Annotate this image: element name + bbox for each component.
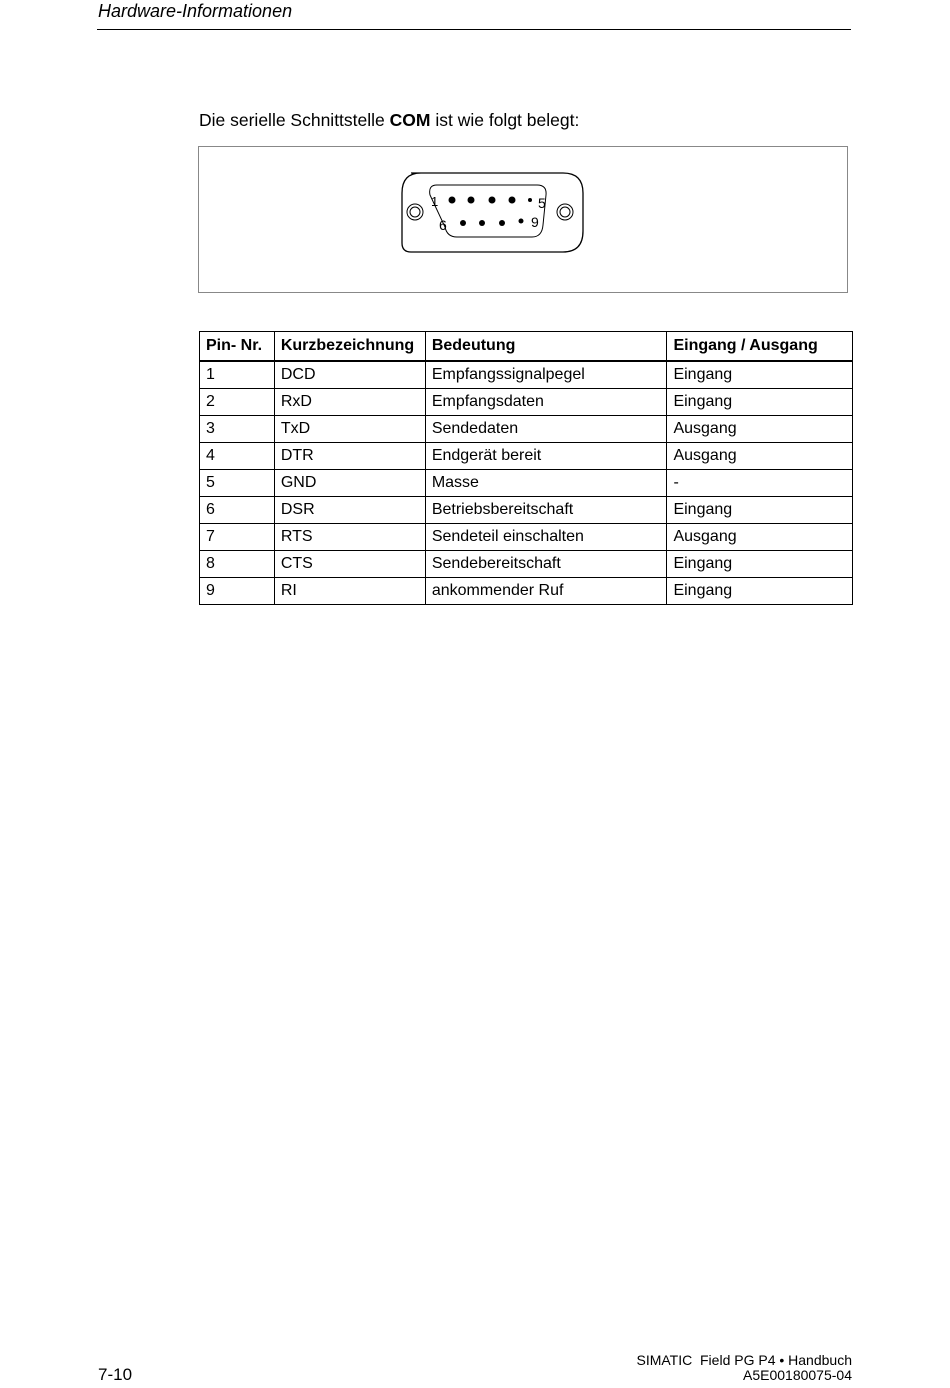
cell-direction: - — [667, 470, 853, 497]
cell-short-name: TxD — [274, 416, 425, 443]
col-header-pin: Pin- Nr. — [200, 332, 275, 362]
cell-pin: 4 — [200, 443, 275, 470]
col-header-short-name: Kurzbezeichnung — [274, 332, 425, 362]
pin-8 — [499, 220, 505, 226]
table-header-row — [200, 332, 853, 362]
cell-pin: 5 — [200, 470, 275, 497]
table-row — [200, 416, 853, 443]
table-row — [200, 361, 853, 389]
cell-direction: Ausgang — [667, 524, 853, 551]
manual-title: SIMATIC Field PG P4 • Handbuch — [636, 1352, 852, 1368]
cell-pin: 1 — [200, 361, 275, 389]
cell-meaning: Empfangssignalpegel — [425, 361, 667, 389]
cell-meaning: Sendeteil einschalten — [425, 524, 667, 551]
cell-short-name: DCD — [274, 361, 425, 389]
cell-short-name: CTS — [274, 551, 425, 578]
col-header-meaning: Bedeutung — [425, 332, 667, 362]
cell-direction: Eingang — [667, 551, 853, 578]
cell-direction: Eingang — [667, 497, 853, 524]
pin-1 — [449, 197, 456, 204]
intro-prefix: Die serielle Schnittstelle — [199, 110, 385, 130]
pin-4 — [509, 197, 516, 204]
cell-short-name: DSR — [274, 497, 425, 524]
page-number: 7-10 — [98, 1365, 133, 1384]
cell-meaning: Sendedaten — [425, 416, 667, 443]
right-screw-icon — [557, 204, 573, 220]
cell-short-name: DTR — [274, 443, 425, 470]
cell-pin: 2 — [200, 389, 275, 416]
connector-frame — [198, 146, 848, 293]
cell-pin: 8 — [200, 551, 275, 578]
pin-5 — [528, 198, 532, 202]
cell-meaning: Betriebsbereitschaft — [425, 497, 667, 524]
cell-meaning: ankommender Ruf — [425, 578, 667, 605]
cell-pin: 9 — [200, 578, 275, 605]
cell-short-name: RTS — [274, 524, 425, 551]
pin-6 — [460, 220, 466, 226]
document-id: A5E00180075-04 — [743, 1367, 852, 1383]
cell-short-name: RI — [274, 578, 425, 605]
pin-label-9: 9 — [531, 214, 539, 230]
pin-7 — [479, 220, 485, 226]
intro-bold: COM — [389, 110, 431, 130]
pin-2 — [468, 197, 475, 204]
cell-pin: 3 — [200, 416, 275, 443]
table-row — [200, 524, 853, 551]
table-row — [200, 497, 853, 524]
footer-info — [636, 1353, 852, 1383]
header-rule — [97, 29, 851, 30]
cell-short-name: GND — [274, 470, 425, 497]
pin-3 — [489, 197, 496, 204]
pin-label-6: 6 — [439, 217, 447, 233]
cell-direction: Eingang — [667, 578, 853, 605]
pin-9 — [519, 219, 524, 224]
table-row — [200, 443, 853, 470]
table-row — [200, 578, 853, 605]
cell-direction: Eingang — [667, 361, 853, 389]
header-title: Hardware-Informationen — [98, 1, 293, 21]
pin-label-1: 1 — [431, 194, 439, 209]
table-row — [200, 551, 853, 578]
table-row — [200, 389, 853, 416]
cell-meaning: Sendebereitschaft — [425, 551, 667, 578]
cell-pin: 7 — [200, 524, 275, 551]
db9-connector-diagram — [199, 147, 849, 294]
left-screw-icon — [407, 204, 423, 220]
cell-direction: Ausgang — [667, 416, 853, 443]
cell-direction: Ausgang — [667, 443, 853, 470]
col-header-direction: Eingang / Ausgang — [667, 332, 853, 362]
cell-short-name: RxD — [274, 389, 425, 416]
intro-text — [199, 110, 579, 131]
pin-assignment-table — [199, 331, 853, 605]
cell-pin: 6 — [200, 497, 275, 524]
table-row — [200, 470, 853, 497]
intro-suffix: ist wie folgt belegt: — [435, 110, 580, 130]
cell-meaning: Masse — [425, 470, 667, 497]
connector-inner-d — [430, 185, 546, 237]
cell-meaning: Empfangsdaten — [425, 389, 667, 416]
pin-label-5: 5 — [538, 195, 546, 211]
cell-meaning: Endgerät bereit — [425, 443, 667, 470]
cell-direction: Eingang — [667, 389, 853, 416]
